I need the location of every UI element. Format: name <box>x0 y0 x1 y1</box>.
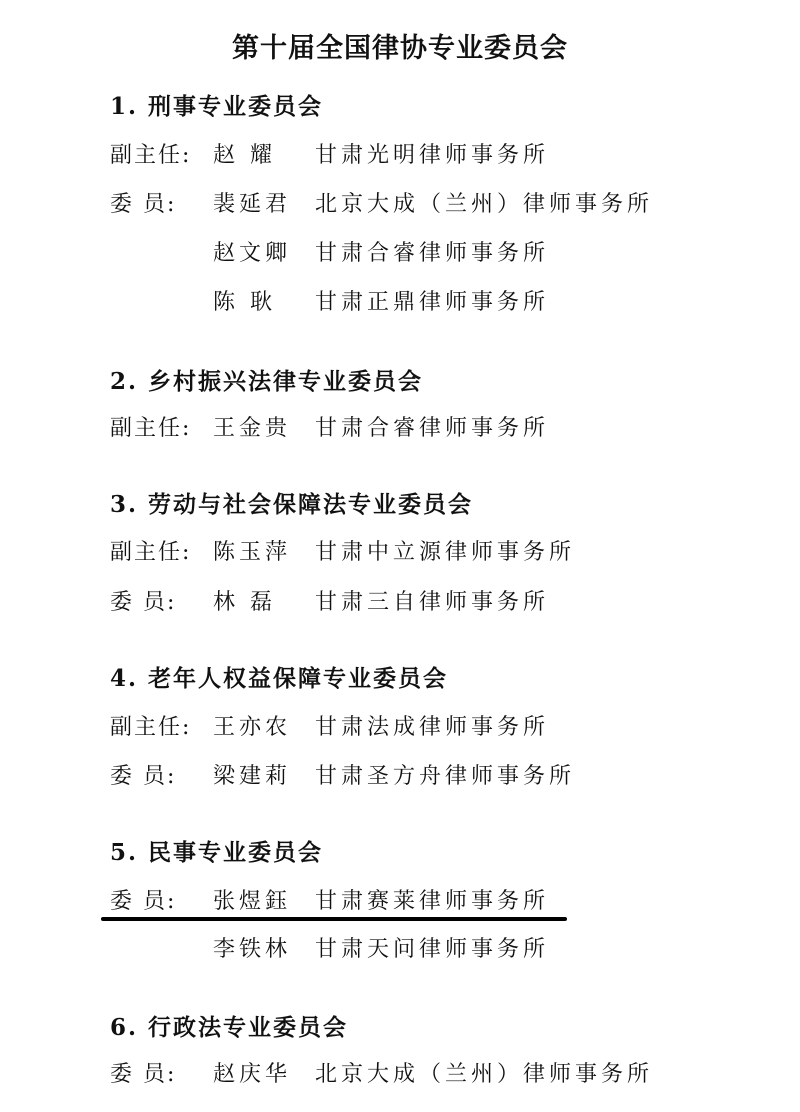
section-heading-criminal: 1. 刑事专业委员会 <box>110 93 324 120</box>
document-title: 第十届全国律协专业委员会 <box>232 33 568 64</box>
member-firm: 甘肃法成律师事务所 <box>315 715 550 740</box>
section-heading-rural: 2. 乡村振兴法律专业委员会 <box>110 368 424 395</box>
section-heading-labor: 3. 劳动与社会保障法专业委员会 <box>110 491 474 518</box>
section-heading-administrative: 6. 行政法专业委员会 <box>110 1014 349 1041</box>
handdrawn-underline <box>101 917 567 921</box>
member-firm: 北京大成（兰州）律师事务所 <box>315 1062 654 1087</box>
member-role: 委 员: <box>110 590 177 615</box>
member-name: 梁建莉 <box>213 764 292 789</box>
member-firm: 甘肃正鼎律师事务所 <box>315 290 550 315</box>
member-name: 李铁林 <box>213 937 292 962</box>
member-firm: 甘肃中立源律师事务所 <box>315 540 576 565</box>
member-firm: 甘肃圣方舟律师事务所 <box>315 764 576 789</box>
member-name: 林 磊 <box>213 590 276 615</box>
member-name: 裴延君 <box>213 192 292 217</box>
member-name: 赵庆华 <box>213 1062 292 1087</box>
section-heading-civil: 5. 民事专业委员会 <box>110 839 324 866</box>
member-firm: 北京大成（兰州）律师事务所 <box>315 192 654 217</box>
member-role: 副主任: <box>110 715 192 740</box>
member-firm: 甘肃合睿律师事务所 <box>315 416 550 441</box>
member-role: 委 员: <box>110 1062 177 1087</box>
member-name: 王金贵 <box>213 416 292 441</box>
member-name: 张煜鈺 <box>213 889 292 914</box>
member-name: 陈玉萍 <box>213 540 292 565</box>
member-name: 赵 耀 <box>213 143 276 168</box>
member-name: 赵文卿 <box>213 241 292 266</box>
member-firm: 甘肃光明律师事务所 <box>315 143 550 168</box>
member-role: 副主任: <box>110 143 192 168</box>
member-name: 陈 耿 <box>213 290 276 315</box>
member-role: 副主任: <box>110 540 192 565</box>
member-firm: 甘肃合睿律师事务所 <box>315 241 550 266</box>
member-role: 副主任: <box>110 416 192 441</box>
section-heading-elderly: 4. 老年人权益保障专业委员会 <box>110 665 449 692</box>
member-role: 委 员: <box>110 764 177 789</box>
member-firm: 甘肃天问律师事务所 <box>315 937 550 962</box>
member-firm: 甘肃三自律师事务所 <box>315 590 550 615</box>
member-role: 委 员: <box>110 889 177 914</box>
member-firm: 甘肃赛莱律师事务所 <box>315 889 550 914</box>
member-role: 委 员: <box>110 192 177 217</box>
member-name: 王亦农 <box>213 715 292 740</box>
